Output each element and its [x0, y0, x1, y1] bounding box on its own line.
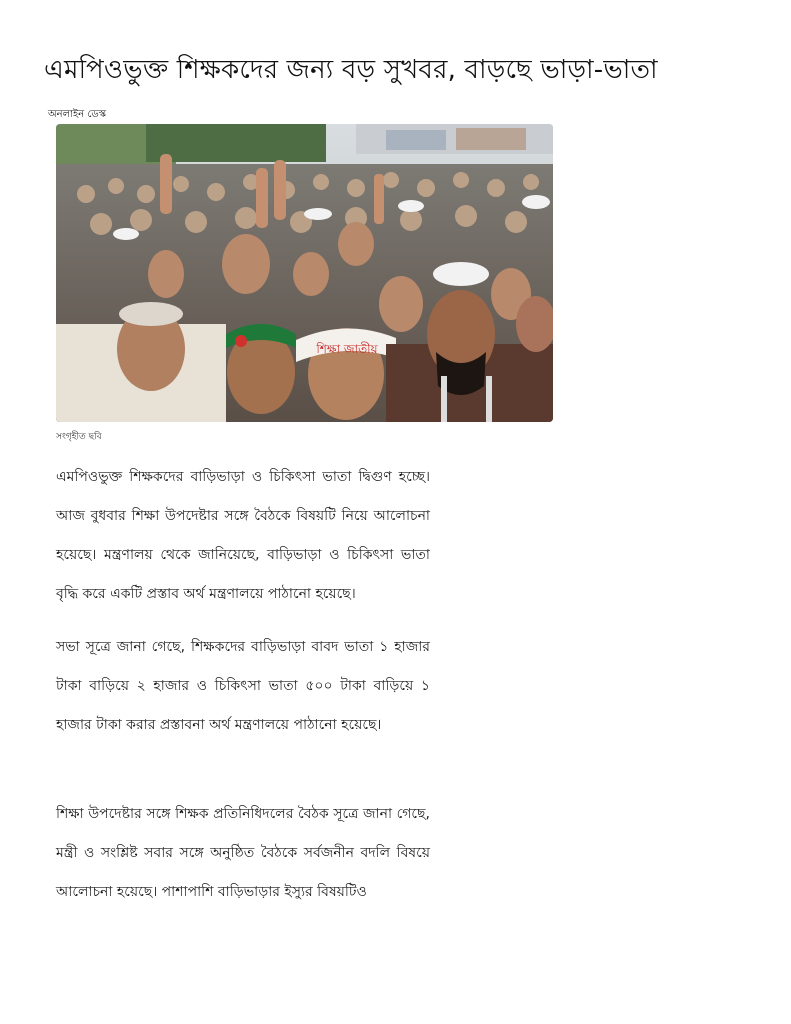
article-paragraph: শিক্ষা উপদেষ্টার সঙ্গে শিক্ষক প্রতিনিধিদলের বৈঠক সূত্রে জানা গেছে, মন্ত্রী ও সংশ্লিষ্ট সবার সঙ্গে অনুষ্ঠিত বৈঠকে সর্বজনীন বদলি বিষয়ে আলোচনা হয়েছে। পাশাপাশি বাড়িভাড়ার ইস্যুর বিষয়টিও: [56, 806, 430, 900]
crowd-photo-illustration: [56, 124, 553, 422]
article-headline: এমপিওভুক্ত শিক্ষকদের জন্য বড় সুখবর, বাড়ছে ভাড়া-ভাতা: [44, 55, 658, 85]
article-photo: [56, 124, 553, 422]
article-paragraph: সভা সূত্রে জানা গেছে, শিক্ষকদের বাড়িভাড়া বাবদ ভাতা ১ হাজার টাকা বাড়িয়ে ২ হাজার ও চিকিৎসা ভাতা ৫০০ টাকা বাড়িয়ে ১ হাজার টাকা করার প্রস্তাবনা অর্থ মন্ত্রণালয়ে পাঠানো হয়েছে।: [56, 639, 430, 733]
article-body: [56, 458, 430, 912]
article-paragraph: এমপিওভুক্ত শিক্ষকদের বাড়িভাড়া ও চিকিৎসা ভাতা দ্বিগুণ হচ্ছে। আজ বুধবার শিক্ষা উপদেষ্টার সঙ্গে বৈঠকে বিষয়টি নিয়ে আলোচনা হয়েছে। মন্ত্রণালয় থেকে জানিয়েছে, বাড়িভাড়া ও চিকিৎসা ভাতা বৃদ্ধি করে একটি প্রস্তাব অর্থ মন্ত্রণালয়ে পাঠানো হয়েছে।: [56, 469, 430, 602]
photo-caption: সংগৃহীত ছবি: [56, 432, 102, 442]
article-byline: অনলাইন ডেস্ক: [48, 109, 106, 120]
photo-banner-text: শিক্ষা জাতীয়: [316, 342, 378, 356]
